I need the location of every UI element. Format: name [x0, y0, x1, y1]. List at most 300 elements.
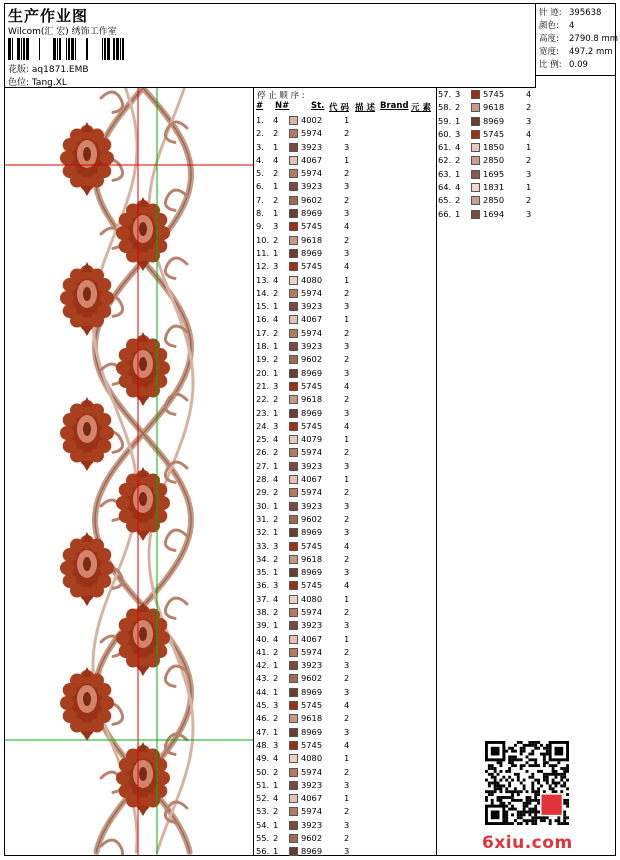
needle-number: 1 — [273, 726, 279, 737]
needle-number: 2 — [273, 354, 279, 365]
stitch-type: 2 — [526, 195, 532, 206]
thread-code: 1694 — [483, 208, 505, 219]
needle-number: 2 — [273, 646, 279, 657]
color-swatch — [471, 210, 480, 219]
needle-number: 4 — [273, 434, 279, 445]
thread-code: 1695 — [483, 168, 505, 179]
color-swatch — [289, 262, 298, 271]
stop-index: 53. — [256, 806, 270, 817]
stop-row — [256, 473, 434, 486]
thread-code: 3923 — [301, 181, 323, 192]
stat-value: 497.2 mm — [569, 47, 613, 57]
color-swatch — [289, 196, 298, 205]
stop-index: 25. — [256, 434, 270, 445]
stop-row — [256, 500, 434, 513]
stitch-type: 4 — [344, 420, 350, 431]
stitch-type: 3 — [344, 660, 350, 671]
stop-index: 59. — [438, 115, 452, 126]
needle-number: 4 — [273, 753, 279, 764]
color-swatch — [289, 209, 298, 218]
thread-code: 3923 — [301, 620, 323, 631]
stat-width — [539, 45, 613, 57]
needle-number: 3 — [273, 380, 279, 391]
stitch-type: 2 — [526, 102, 532, 113]
stop-row — [256, 141, 434, 154]
stat-label: 颜色: — [539, 21, 559, 31]
color-swatch — [289, 781, 298, 790]
stop-row — [256, 619, 434, 632]
stat-label: 高度: — [539, 34, 559, 44]
needle-number: 1 — [273, 407, 279, 418]
needle-number: 4 — [455, 182, 461, 193]
stop-row — [256, 260, 434, 273]
thread-code: 4067 — [301, 154, 323, 165]
color-swatch — [289, 834, 298, 843]
stitch-type: 3 — [344, 181, 350, 192]
color-swatch — [289, 515, 298, 524]
stop-row — [256, 819, 434, 832]
stop-row — [256, 114, 434, 127]
stop-row — [438, 88, 538, 101]
stop-row — [438, 115, 538, 128]
color-swatch — [289, 608, 298, 617]
color-swatch — [289, 528, 298, 537]
stitch-type: 1 — [344, 314, 350, 325]
color-swatch — [289, 754, 298, 763]
needle-number: 3 — [273, 739, 279, 750]
stop-index: 22. — [256, 394, 270, 405]
stop-index: 51. — [256, 779, 270, 790]
stop-row — [256, 712, 434, 725]
stitch-type: 3 — [344, 500, 350, 511]
stat-stitches — [539, 6, 601, 18]
color-swatch — [289, 422, 298, 431]
site-logo: 6xiu.com — [482, 833, 573, 853]
thread-code: 5745 — [301, 420, 323, 431]
needle-number: 1 — [273, 660, 279, 671]
stop-index: 40. — [256, 633, 270, 644]
thread-code: 9602 — [301, 673, 323, 684]
col-header-desc: 描 述 — [355, 103, 375, 113]
color-swatch — [289, 249, 298, 258]
needle-number: 3 — [455, 128, 461, 139]
stitch-type: 3 — [344, 819, 350, 830]
stop-index: 3. — [256, 141, 264, 152]
thread-code: 3923 — [301, 301, 323, 312]
stop-index: 19. — [256, 354, 270, 365]
stitch-type: 3 — [344, 779, 350, 790]
stop-index: 34. — [256, 553, 270, 564]
needle-number: 2 — [273, 128, 279, 139]
needle-number: 3 — [273, 540, 279, 551]
design-label: 花版: — [8, 65, 30, 75]
stop-row — [438, 128, 538, 141]
stop-index: 38. — [256, 606, 270, 617]
color-swatch — [289, 289, 298, 298]
thread-code: 5974 — [301, 327, 323, 338]
thread-code: 5974 — [301, 487, 323, 498]
needle-number: 3 — [273, 580, 279, 591]
stat-label: 比 例: — [539, 60, 562, 70]
stop-index: 13. — [256, 274, 270, 285]
thread-code: 3923 — [301, 500, 323, 511]
stop-row — [256, 540, 434, 553]
stitch-type: 2 — [344, 447, 350, 458]
color-swatch — [289, 728, 298, 737]
stop-row — [256, 420, 434, 433]
thread-code: 2850 — [483, 155, 505, 166]
thread-code: 5745 — [483, 89, 505, 99]
stop-index: 31. — [256, 513, 270, 524]
color-swatch — [289, 355, 298, 364]
stop-index: 65. — [438, 195, 452, 206]
stitch-type: 1 — [344, 474, 350, 485]
stop-row — [256, 167, 434, 180]
stitch-type: 1 — [344, 154, 350, 165]
thread-code: 5745 — [301, 261, 323, 272]
stop-row — [256, 766, 434, 779]
stop-row — [256, 832, 434, 845]
stop-index: 61. — [438, 142, 452, 153]
color-swatch — [289, 542, 298, 551]
stop-row — [256, 353, 434, 366]
thread-code: 5745 — [301, 739, 323, 750]
needle-number: 1 — [273, 620, 279, 631]
stitch-type: 2 — [344, 806, 350, 817]
stop-index: 64. — [438, 182, 452, 193]
stitch-type: 3 — [344, 341, 350, 352]
stop-index: 49. — [256, 753, 270, 764]
needle-number: 3 — [273, 261, 279, 272]
thread-code: 5974 — [301, 606, 323, 617]
thread-code: 5974 — [301, 447, 323, 458]
stitch-type: 4 — [344, 221, 350, 232]
color-swatch — [289, 395, 298, 404]
stitch-type: 1 — [344, 593, 350, 604]
needle-number: 2 — [273, 487, 279, 498]
needle-number: 1 — [273, 686, 279, 697]
needle-number: 4 — [455, 142, 461, 153]
stop-index: 60. — [438, 128, 452, 139]
color-swatch — [289, 674, 298, 683]
needle-number: 2 — [273, 806, 279, 817]
thread-code: 9618 — [301, 234, 323, 245]
color-swatch — [289, 794, 298, 803]
stop-row — [256, 752, 434, 765]
embroidery-pattern-icon — [5, 88, 254, 855]
needle-number: 2 — [273, 553, 279, 564]
color-swatch — [289, 315, 298, 324]
thread-code: 9602 — [301, 513, 323, 524]
needle-number: 1 — [455, 208, 461, 219]
stat-label: 宽度: — [539, 47, 559, 57]
thread-code: 8969 — [301, 527, 323, 538]
stop-index: 16. — [256, 314, 270, 325]
color-swatch — [471, 143, 480, 152]
stitch-type: 3 — [526, 208, 532, 219]
color-swatch — [289, 475, 298, 484]
stop-index: 62. — [438, 155, 452, 166]
needle-number: 1 — [273, 779, 279, 790]
thread-code: 2850 — [483, 195, 505, 206]
column-divider — [436, 88, 437, 855]
color-swatch — [471, 117, 480, 126]
stitch-type: 4 — [344, 700, 350, 711]
thread-code: 3923 — [301, 341, 323, 352]
thread-code: 8969 — [301, 846, 323, 857]
thread-code: 4002 — [301, 115, 323, 125]
stop-index: 56. — [256, 846, 270, 857]
stop-index: 32. — [256, 527, 270, 538]
stat-height — [539, 32, 618, 44]
stop-row — [256, 699, 434, 712]
color-swatch — [289, 435, 298, 444]
needle-number: 1 — [273, 181, 279, 192]
color-swatch — [471, 130, 480, 139]
stitch-type: 2 — [344, 673, 350, 684]
stat-value: 0.09 — [569, 60, 588, 70]
color-swatch — [289, 701, 298, 710]
page-title: 生产作业图 — [8, 7, 89, 25]
stop-index: 52. — [256, 793, 270, 804]
color-swatch — [471, 103, 480, 112]
stitch-type: 2 — [344, 394, 350, 405]
thread-code: 9602 — [301, 833, 323, 844]
thread-code: 5974 — [301, 128, 323, 139]
needle-number: 2 — [273, 833, 279, 844]
stitch-type: 1 — [344, 115, 350, 125]
stop-row — [256, 566, 434, 579]
stitch-type: 2 — [344, 168, 350, 179]
stop-index: 6. — [256, 181, 264, 192]
color-swatch — [289, 821, 298, 830]
stop-index: 35. — [256, 567, 270, 578]
stop-index: 7. — [256, 194, 264, 205]
stop-index: 20. — [256, 367, 270, 378]
stop-row — [256, 180, 434, 193]
needle-number: 4 — [273, 274, 279, 285]
stitch-type: 3 — [344, 208, 350, 219]
thread-code: 4080 — [301, 753, 323, 764]
stop-row — [256, 287, 434, 300]
thread-code: 4067 — [301, 474, 323, 485]
color-swatch — [289, 129, 298, 138]
stop-index: 41. — [256, 646, 270, 657]
thread-code: 9618 — [483, 102, 505, 113]
stop-index: 63. — [438, 168, 452, 179]
color-swatch — [471, 170, 480, 179]
company-name: Wilcom(汇 宏) 绣饰工作室 — [8, 27, 117, 37]
stitch-type: 4 — [344, 261, 350, 272]
stop-row — [256, 606, 434, 619]
thread-code: 4067 — [301, 793, 323, 804]
stitch-type: 3 — [344, 567, 350, 578]
stop-index: 4. — [256, 154, 264, 165]
needle-number: 1 — [455, 168, 461, 179]
stop-row — [256, 407, 434, 420]
color-swatch — [289, 568, 298, 577]
needle-number: 3 — [273, 221, 279, 232]
stat-value: 4 — [569, 21, 575, 31]
stop-index: 9. — [256, 221, 264, 232]
thread-code: 8969 — [301, 686, 323, 697]
stop-list-column-1 — [256, 114, 434, 859]
needle-number: 1 — [273, 527, 279, 538]
stats-panel — [536, 4, 619, 76]
color-way-line — [8, 75, 67, 88]
color-swatch — [289, 688, 298, 697]
stat-scale — [539, 58, 588, 70]
needle-number: 2 — [455, 102, 461, 113]
color-swatch — [289, 488, 298, 497]
color-swatch — [289, 222, 298, 231]
needle-number: 2 — [455, 195, 461, 206]
stitch-type: 1 — [344, 753, 350, 764]
col-header-element: 元 素 — [411, 103, 431, 113]
thread-code: 5745 — [301, 221, 323, 232]
stitch-type: 4 — [526, 89, 532, 99]
stop-row — [256, 207, 434, 220]
thread-code: 3923 — [301, 460, 323, 471]
stitch-type: 4 — [344, 380, 350, 391]
needle-number: 2 — [273, 194, 279, 205]
color-swatch — [289, 143, 298, 152]
stitch-type: 1 — [344, 793, 350, 804]
thread-code: 9618 — [301, 713, 323, 724]
stop-index: 30. — [256, 500, 270, 511]
stop-row — [256, 659, 434, 672]
needle-number: 3 — [273, 700, 279, 711]
stop-row — [438, 194, 538, 207]
stop-index: 47. — [256, 726, 270, 737]
color-swatch — [289, 116, 298, 125]
stop-index: 33. — [256, 540, 270, 551]
thread-code: 5974 — [301, 168, 323, 179]
stop-row — [256, 446, 434, 459]
color-swatch — [289, 409, 298, 418]
stitch-type: 1 — [344, 633, 350, 644]
color-swatch — [471, 156, 480, 165]
needle-number: 2 — [273, 447, 279, 458]
stitch-type: 3 — [344, 527, 350, 538]
stop-list-column-2 — [438, 88, 538, 221]
thread-code: 9602 — [301, 194, 323, 205]
stop-index: 43. — [256, 673, 270, 684]
thread-code: 8969 — [301, 567, 323, 578]
thread-code: 8969 — [483, 115, 505, 126]
color-swatch — [289, 595, 298, 604]
needle-number: 1 — [273, 141, 279, 152]
stop-index: 44. — [256, 686, 270, 697]
stop-row — [256, 486, 434, 499]
stitch-type: 2 — [344, 513, 350, 524]
stop-index: 5. — [256, 168, 264, 179]
stitch-type: 2 — [344, 833, 350, 844]
needle-number: 4 — [273, 793, 279, 804]
needle-number: 3 — [455, 89, 461, 99]
stop-index: 57. — [438, 89, 452, 99]
qr-code-icon — [485, 741, 569, 825]
col-header-needle: N# — [275, 101, 290, 111]
needle-number: 4 — [273, 474, 279, 485]
stop-index: 46. — [256, 713, 270, 724]
stop-row — [256, 154, 434, 167]
needle-number: 2 — [273, 234, 279, 245]
stitch-type: 1 — [344, 434, 350, 445]
needle-number: 2 — [455, 155, 461, 166]
stop-row — [256, 779, 434, 792]
needle-number: 2 — [273, 513, 279, 524]
stitch-type: 3 — [526, 115, 532, 126]
stop-row — [256, 194, 434, 207]
needle-number: 4 — [273, 115, 279, 125]
stop-row — [256, 739, 434, 752]
col-header-code: 代 码 — [329, 103, 349, 113]
color-swatch — [289, 741, 298, 750]
stitch-type: 2 — [526, 155, 532, 166]
needle-number: 1 — [273, 301, 279, 312]
thread-code: 1831 — [483, 182, 505, 193]
color-swatch — [289, 635, 298, 644]
thread-code: 4067 — [301, 314, 323, 325]
stop-row — [438, 154, 538, 167]
color-swatch — [289, 621, 298, 630]
production-sheet — [4, 3, 619, 857]
color-swatch — [289, 648, 298, 657]
needle-number: 2 — [273, 713, 279, 724]
stat-colors — [539, 19, 574, 31]
color-swatch — [289, 555, 298, 564]
thread-code: 3923 — [301, 779, 323, 790]
thread-code: 3923 — [301, 141, 323, 152]
color-swatch — [289, 169, 298, 178]
color-label: 色位: — [8, 78, 30, 88]
needle-number: 1 — [273, 500, 279, 511]
stop-sequence-heading: 停 止 顺 序 : — [257, 91, 305, 101]
stop-row — [256, 367, 434, 380]
stitch-type: 2 — [344, 766, 350, 777]
thread-code: 8969 — [301, 208, 323, 219]
stop-index: 27. — [256, 460, 270, 471]
thread-code: 8969 — [301, 247, 323, 258]
thread-code: 5974 — [301, 806, 323, 817]
needle-number: 2 — [273, 766, 279, 777]
stop-index: 28. — [256, 474, 270, 485]
design-file-line — [8, 62, 89, 75]
stop-row — [256, 686, 434, 699]
needle-number: 2 — [273, 673, 279, 684]
color-swatch — [471, 196, 480, 205]
color-swatch — [289, 382, 298, 391]
needle-number: 1 — [273, 846, 279, 857]
stop-row — [256, 247, 434, 260]
stop-index: 14. — [256, 287, 270, 298]
thread-code: 1850 — [483, 142, 505, 153]
thread-code: 5745 — [301, 700, 323, 711]
stop-row — [256, 313, 434, 326]
needle-number: 1 — [273, 819, 279, 830]
stitch-type: 2 — [344, 194, 350, 205]
stop-row — [256, 234, 434, 247]
stop-row — [256, 274, 434, 287]
stop-index: 11. — [256, 247, 270, 258]
stitch-type: 3 — [344, 367, 350, 378]
stop-row — [256, 633, 434, 646]
stop-row — [256, 579, 434, 592]
stop-index: 2. — [256, 128, 264, 139]
stitch-type: 2 — [344, 234, 350, 245]
stop-row — [256, 380, 434, 393]
